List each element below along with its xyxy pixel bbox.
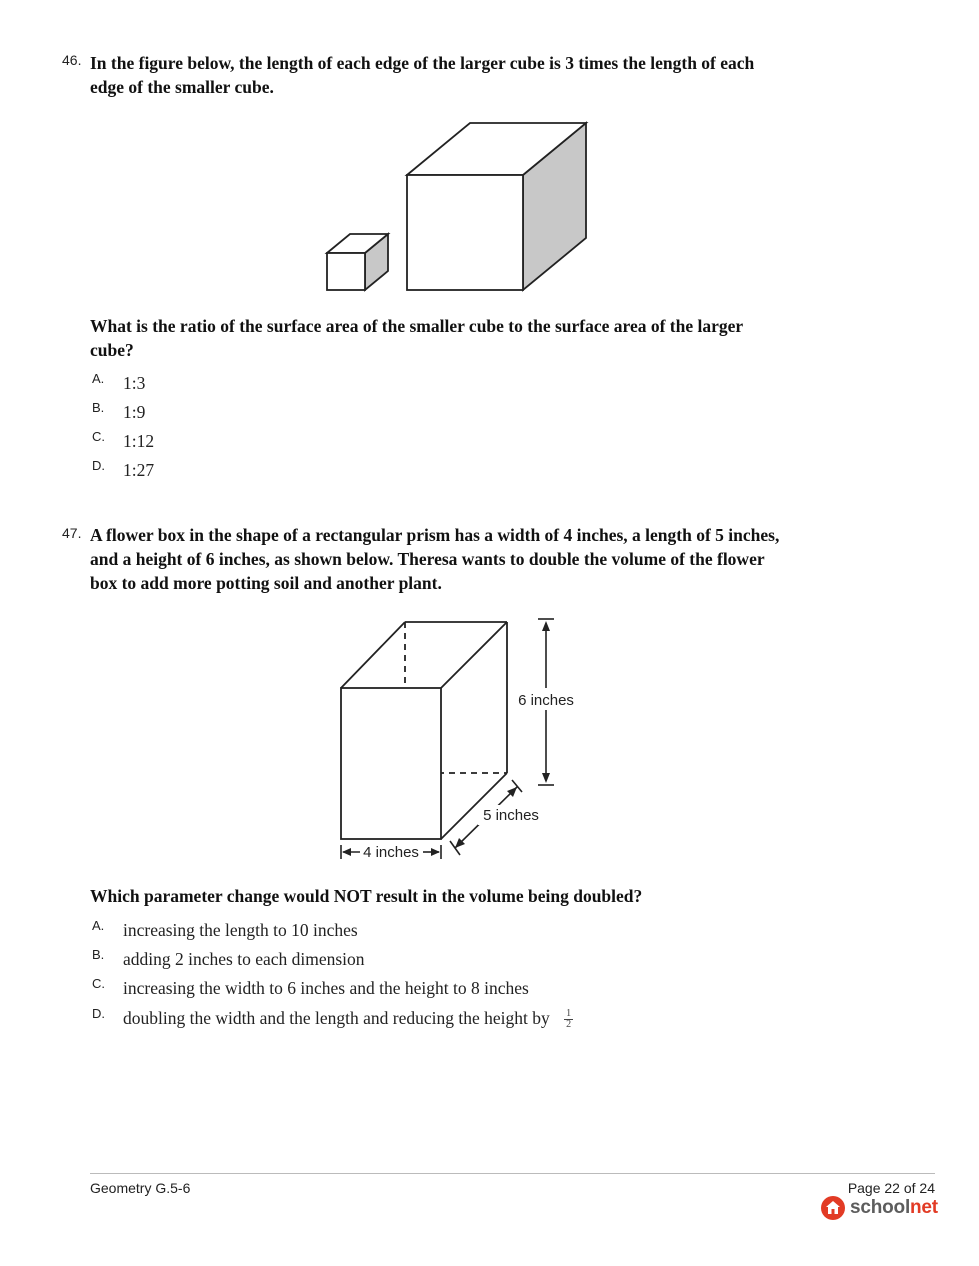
schoolnet-logo <box>821 1195 938 1221</box>
question-46-stem-line-1: In the figure below, the length of each edge of the larger cube is 3 times the length of each <box>90 53 755 73</box>
option-letter: A. <box>92 371 105 386</box>
one-half-fraction <box>564 1009 573 1030</box>
option-text: adding 2 inches to each dimension <box>123 949 365 969</box>
height-bottom-arrowhead <box>542 773 550 783</box>
question-47-prompt-line-1: Which parameter change would NOT result in the volume being doubled? <box>90 886 643 906</box>
brand-wordmark-part-2: net <box>910 1197 938 1218</box>
footer-page-number: Page 22 of 24 <box>847 1180 935 1196</box>
width-label: 4 inches <box>363 844 419 861</box>
question-47-number: 47. <box>62 525 82 541</box>
footer-course-label: Geometry G.5-6 <box>90 1180 191 1196</box>
height-top-arrowhead <box>542 621 550 631</box>
option-text: 1:3 <box>123 373 146 393</box>
option-text: increasing the width to 6 inches and the height to 8 inches <box>123 978 529 998</box>
footer-divider <box>90 1173 935 1174</box>
option-letter: A. <box>92 918 105 933</box>
question-47-stem-line-1: A flower box in the shape of a rectangular prism has a width of 4 inches, a length of 5 inches, <box>90 525 780 545</box>
width-right-arrowhead <box>431 848 440 856</box>
option-letter: D. <box>92 458 105 473</box>
option-text: 1:27 <box>123 460 155 480</box>
option-text-main: doubling the width and the length and reducing the height by <box>123 1008 550 1028</box>
width-left-arrowhead <box>342 848 351 856</box>
brand-wordmark-part-1: school <box>850 1197 911 1218</box>
option-letter: C. <box>92 976 105 991</box>
option-letter: B. <box>92 947 105 962</box>
option-text: 1:9 <box>123 402 146 422</box>
option-letter: C. <box>92 429 105 444</box>
question-47-stem-line-3: box to add more potting soil and another plant. <box>90 573 442 593</box>
fraction-numerator: 1 <box>566 1008 572 1020</box>
option-text: 1:12 <box>123 431 155 451</box>
option-text: increasing the length to 10 inches <box>123 920 358 940</box>
brand-wordmark <box>850 1197 938 1219</box>
prism-front-face <box>341 688 441 839</box>
option-letter: D. <box>92 1006 105 1021</box>
question-46-prompt-line-2: cube? <box>90 340 134 360</box>
question-46-number: 46. <box>62 52 82 68</box>
fraction-denominator: 2 <box>566 1019 572 1031</box>
prism-top-left-edge <box>341 622 405 688</box>
length-label: 5 inches <box>483 807 539 824</box>
question-47-prompt <box>90 884 830 908</box>
question-46-stem-line-2: edge of the smaller cube. <box>90 77 274 97</box>
house-icon <box>821 1196 845 1220</box>
height-label: 6 inches <box>518 692 574 709</box>
option-text <box>123 1008 573 1030</box>
question-47-stem-line-2: and a height of 6 inches, as shown below. Theresa wants to double the volume of the flower <box>90 549 765 569</box>
question-46-prompt-line-1: What is the ratio of the surface area of the smaller cube to the surface area of the larger <box>90 316 744 336</box>
option-letter: B. <box>92 400 105 415</box>
prism-top-right-edge <box>441 622 507 688</box>
